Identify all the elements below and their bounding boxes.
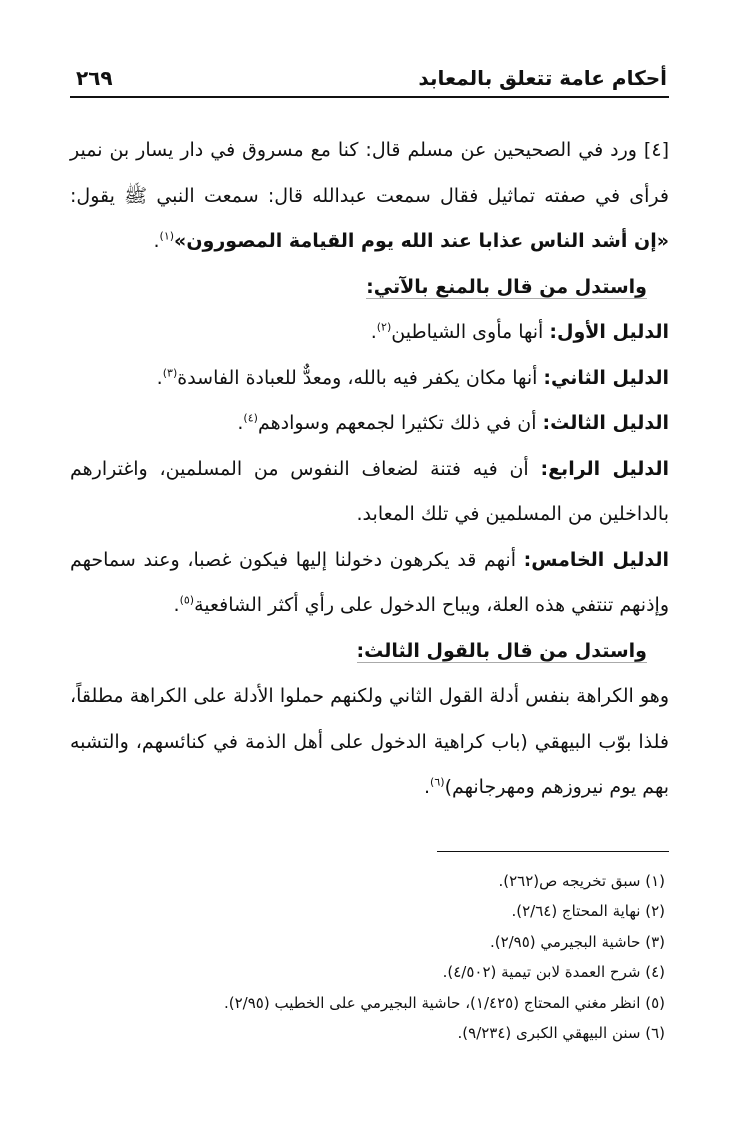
footnote-ref: (٣) [162, 366, 178, 380]
evidence-fourth [70, 447, 669, 538]
paragraph-end: . [153, 230, 160, 252]
footnote-ref: (١) [159, 229, 175, 243]
paragraph-text: [٤] ورد في الصحيحين عن مسلم قال: كنا مع مسروق في دار يسار بن نمير فرأى في صفته تماثيل فقال سمعت عبدالله قال: سمعت النبي ﷺ يقول: [70, 139, 669, 207]
section-heading-prohibition [70, 265, 669, 311]
paragraph-hadith [70, 128, 669, 265]
evidence-text: أن في ذلك تكثيرا لجمعهم وسوادهم [257, 412, 543, 434]
footnote-ref: (٢) [376, 320, 392, 334]
footnote-ref: (٤) [243, 411, 258, 425]
footnote-item: (٤) شرح العمدة لابن تيمية (٤/٥٠٢). [442, 963, 665, 981]
evidence-third [70, 401, 669, 447]
paragraph-end: . [156, 366, 163, 389]
section-heading-third-opinion [70, 629, 669, 675]
page-number: ٢٦٩ [76, 66, 113, 90]
evidence-text: أنهم قد يكرهون دخولنا إليها فيكون غصبا، وعند سماحهم وإذنهم تنتفي هذه العلة، ويباح الدخول على رأي أكثر الشافعية [70, 548, 669, 616]
paragraph-end: . [173, 594, 180, 616]
evidence-label: الدليل الخامس: [523, 548, 669, 571]
evidence-label: الدليل الثالث: [542, 412, 669, 434]
paragraph-end: . [237, 412, 244, 434]
header-title: أحكام عامة تتعلق بالمعابد [418, 66, 667, 90]
heading-text: واستدل من قال بالقول الثالث: [356, 639, 647, 662]
footnote-item: (٣) حاشية البجيرمي (٢/٩٥). [489, 932, 665, 951]
evidence-label: الدليل الأول: [549, 321, 669, 343]
evidence-text: أن فيه فتنة لضعاف النفوس من المسلمين، واغترارهم بالداخلين من المسلمين في تلك المعابد. [70, 457, 669, 525]
footnote-separator [437, 851, 669, 852]
evidence-label: الدليل الثاني: [543, 366, 669, 389]
footnote-item: (٥) انظر مغني المحتاج (١/٤٢٥)، حاشية البجيرمي على الخطيب (٢/٩٥). [224, 993, 665, 1012]
main-text [70, 128, 669, 811]
hadith-quote: «إن أشد الناس عذابا عند الله يوم القيامة المصورون» [174, 230, 669, 252]
footnote-ref: (٥) [179, 593, 195, 607]
footnotes [70, 866, 669, 1049]
footnote-item: (٢) نهاية المحتاج (٢/٦٤). [511, 902, 665, 920]
footnote-item: (٦) سنن البيهقي الكبرى (٩/٢٣٤). [457, 1024, 665, 1042]
paragraph-text: وهو الكراهة بنفس أدلة القول الثاني ولكنهم حملوا الأدلة على الكراهة مطلقاً، فلذا بوّب البيهقي (باب كراهية الدخول على أهل الذمة في كنائسهم، والتشبه بهم يوم نيروزهم ومهرجانهم) [70, 685, 669, 798]
evidence-fifth [70, 538, 669, 629]
paragraph-end: . [424, 776, 431, 798]
running-header [70, 58, 669, 98]
evidence-text: أنها مأوى الشياطين [391, 321, 550, 343]
footnote-item: (١) سبق تخريجه ص(٢٦٢). [498, 871, 665, 890]
heading-text: واستدل من قال بالمنع بالآتي: [366, 275, 647, 298]
footnote-ref: (٦) [430, 775, 445, 789]
paragraph-end: . [370, 321, 377, 343]
paragraph-third-opinion [70, 674, 669, 811]
evidence-second [70, 356, 669, 402]
evidence-text: أنها مكان يكفر فيه بالله، ومعدٌّ للعبادة الفاسدة [177, 366, 544, 389]
evidence-first [70, 310, 669, 356]
evidence-label: الدليل الرابع: [540, 457, 669, 480]
